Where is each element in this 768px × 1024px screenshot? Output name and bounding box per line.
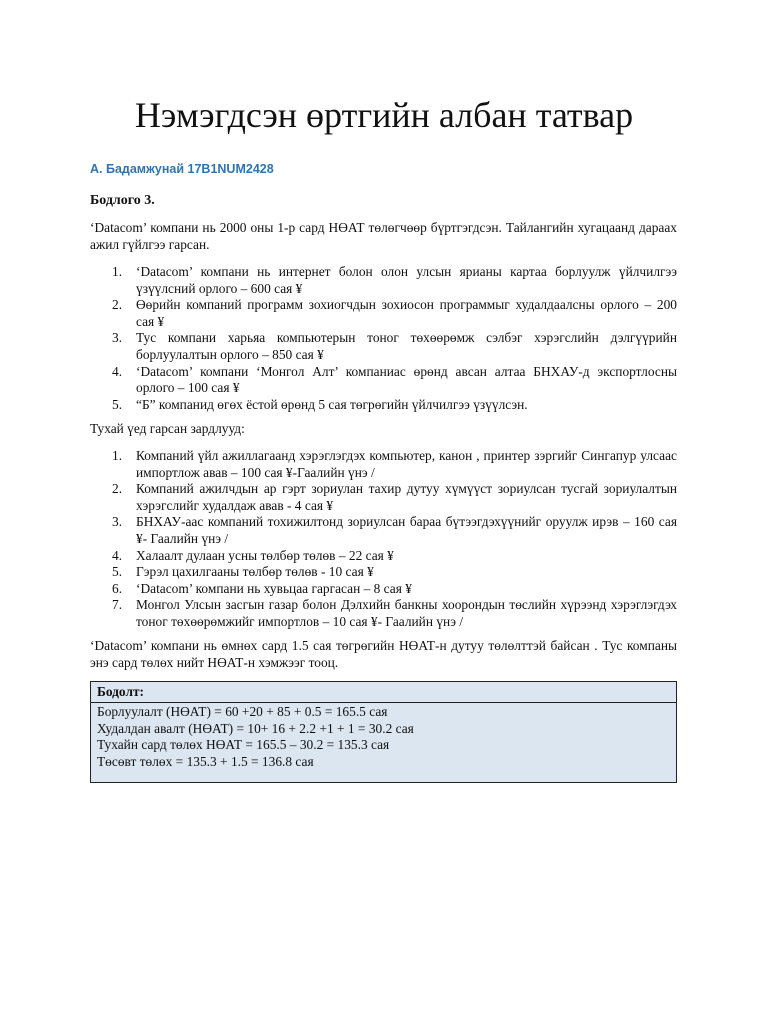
list-number: 5. [112, 564, 123, 580]
list-number: 6. [112, 580, 123, 596]
document-title: Нэмэгдсэн өртгийн албан татвар [134, 95, 634, 135]
list-item [90, 364, 677, 397]
list-item [90, 581, 677, 598]
list-item [90, 597, 677, 630]
list-item-text: Гэрэл цахилгааны төлбөр төлөв - 10 сая ¥ [136, 564, 374, 580]
list-item [90, 548, 677, 565]
list-number: 2. [112, 297, 123, 313]
problem-label: Бодлого 3. [90, 193, 155, 208]
solution-line: Худалдан авалт (НӨАТ) = 10+ 16 + 2.2 +1 + 1 = 30.2 сая [97, 720, 414, 736]
list-number: 2. [112, 481, 123, 497]
list-item [90, 330, 677, 363]
list-number: 4. [112, 363, 123, 379]
list-item [90, 564, 677, 581]
solution-header: Бодолт: [91, 682, 676, 703]
solution-line: Тухайн сард төлөх НӨАТ = 165.5 – 30.2 = 135.3 сая [97, 737, 390, 753]
solution-box [90, 681, 677, 783]
list-item [90, 514, 677, 547]
list-item [90, 397, 677, 414]
list-item-text: БНХАУ-аас компаний тохижилтонд зориулсан бараа бүтээгдэхүүнийг оруулж ирэв – 160 сая ¥- Гаалийн үнэ / [136, 514, 677, 546]
list-item [90, 481, 677, 514]
income-list [90, 264, 677, 413]
expense-list [90, 448, 677, 631]
list-item [90, 297, 677, 330]
solution-body [91, 703, 676, 771]
list-number: 1. [112, 264, 123, 279]
list-item-text: ‘Datacom’ компани нь хувьцаа гаргасан – 8 сая ¥ [136, 580, 412, 596]
question-paragraph: ‘Datacom’ компани нь өмнөх сард 1.5 сая төгрөгийн НӨАТ-н дутуу төлөлттэй байсан . Тус компаны энэ сард төлөх нийт НӨАТ-н хэмжээг тооц. [90, 638, 677, 670]
list-item-text: ‘Datacom’ компани ‘Монгол Алт’ компаниас өрөнд авсан алтаа БНХАУ-д экспортлосны орлого – 100 сая ¥ [136, 363, 677, 396]
list-number: 3. [112, 330, 123, 346]
list-item-text: ‘Datacom’ компани нь интернет болон олон улсын ярианы картаа борлуулж үйлчилгээ үзүүлсний орлого – 600 сая ¥ [136, 264, 677, 296]
list-number: 1. [112, 448, 123, 463]
author-line: А. Бадамжунай 17B1NUM2428 [90, 162, 274, 176]
solution-line: Төсөвт төлөх = 135.3 + 1.5 = 136.8 сая [97, 753, 314, 769]
list-item-text: Халаалт дулаан усны төлбөр төлөв – 22 сая ¥ [136, 547, 394, 563]
list-item-text: Монгол Улсын засгын газар болон Дэлхийн банкны хоорондын төслийн хүрээнд хэрэглэгдэх тоног төхөөрөмжийг импортлов – 10 сая ¥- Гаалийн үнэ / [136, 597, 677, 629]
list-item-text: “Б” компанид өгөх ёстой өрөнд 5 сая төгрөгийн үйлчилгээ үзүүлсэн. [136, 396, 528, 412]
list-item-text: Компаний үйл ажиллагаанд хэрэглэгдэх компьютер, канон , принтер зэргийг Сингапур улсаас импортлож авав – 100 сая ¥-Гаалийн үнэ / [136, 448, 677, 480]
list-item-text: Тус компани харьяа компьютерын тоног төхөөрөмж сэлбэг хэрэгслийн дэлгүүрийн борлуулалтын орлого – 850 сая ¥ [136, 330, 677, 362]
list-item [90, 264, 677, 297]
list-number: 5. [112, 396, 123, 412]
list-number: 3. [112, 514, 123, 530]
list-item-text: Компаний ажилчдын ар гэрт зориулан тахир дутуу хүмүүст зориулсан тусгай зориулалтын хэрэгслийг худалдаж авав - 4 сая ¥ [136, 481, 677, 513]
expenses-intro: Тухай үед гарсан зардлууд: [90, 421, 245, 436]
list-number: 7. [112, 597, 123, 613]
solution-line: Борлуулалт (НӨАТ) = 60 +20 + 85 + 0.5 = 165.5 сая [97, 704, 388, 719]
list-item [90, 448, 677, 481]
list-item-text: Өөрийн компаний программ зохиогчдын зохиосон программыг худалдаалсны орлого – 200 сая ¥ [136, 297, 677, 329]
list-number: 4. [112, 547, 123, 563]
intro-paragraph: ‘Datacom’ компани нь 2000 оны 1-р сард НӨАТ төлөгчөөр бүртгэгдсэн. Тайлангийн хугацаанд дараах ажил гүйлгээ гарсан. [90, 220, 677, 252]
